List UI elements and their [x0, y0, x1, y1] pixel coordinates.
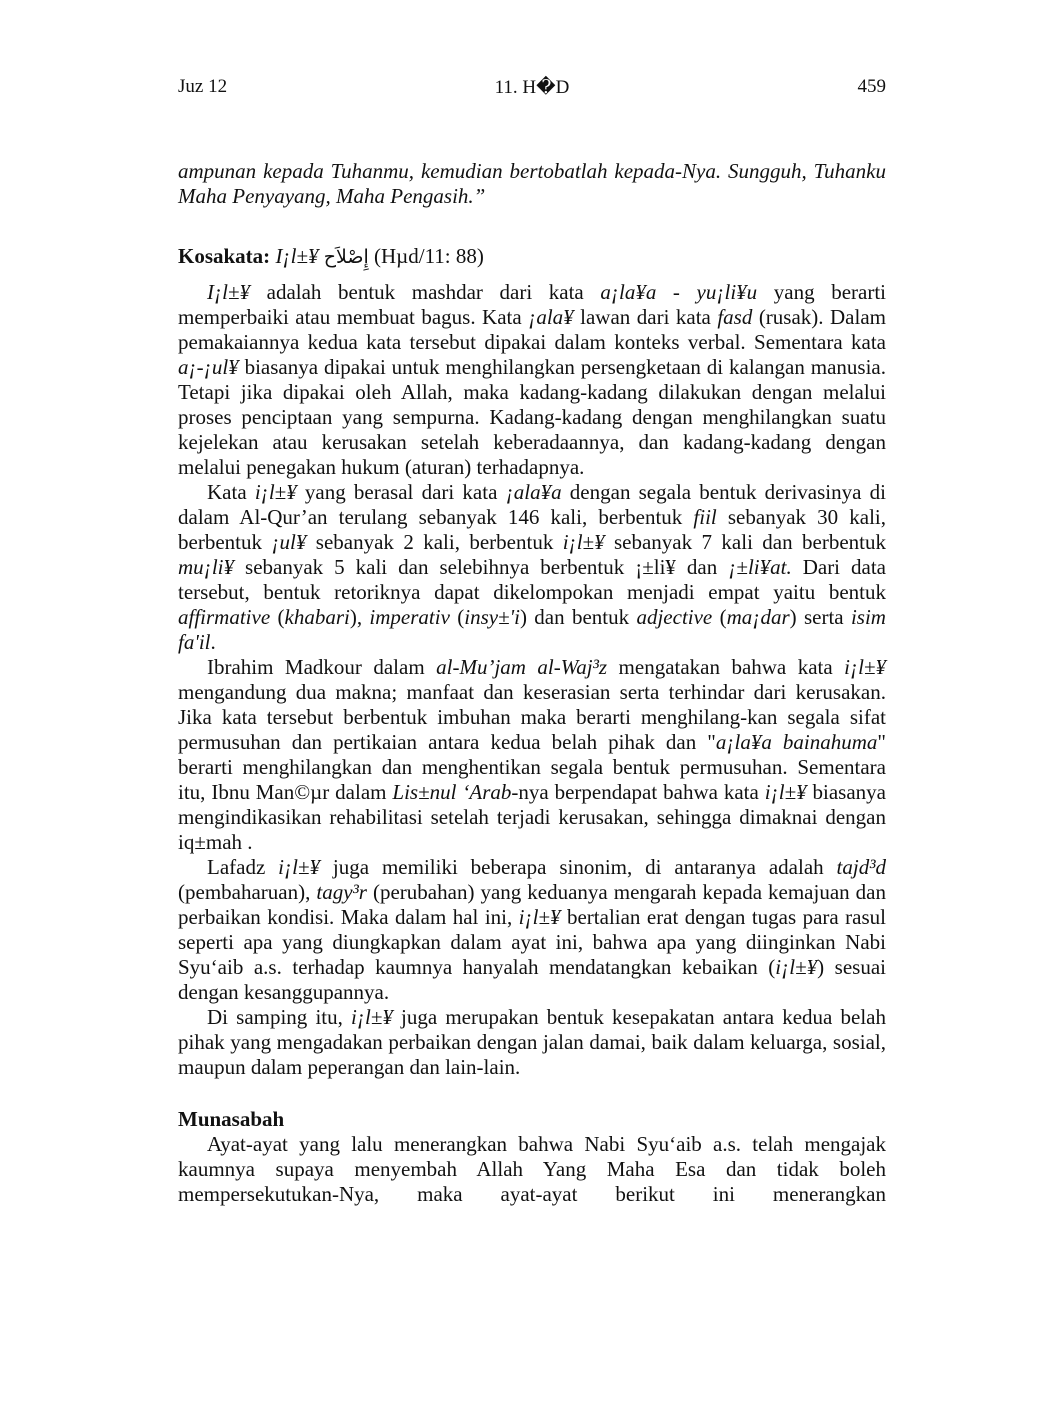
- page-body: [178, 159, 886, 1207]
- section-heading-munasabah: Munasabah: [178, 1107, 285, 1131]
- kosakata-ref: (Hµd/11: 88): [373, 244, 484, 268]
- kosakata-term: I¡l±¥: [275, 244, 319, 268]
- kosakata-label: Kosakata:: [178, 244, 271, 268]
- paragraph-1: I¡l±¥ adalah bentuk mashdar dari kata a¡la¥a - yu¡li¥u yang berarti memperbaiki atau membuat bagus. Kata ¡ala¥ lawan dari kata fasd (rusak). Dalam pemakaiannya kedua kata tersebut dipakai dalam konteks verbal. Sementara kata a¡-¡ul¥ biasanya dipakai untuk menghilangkan persengketaan di kalangan manusia. Tetapi jika dipakai oleh Allah, maka kadang-kadang dilakukan dengan melalui proses penciptaan yang sempurna. Kadang-kadang dengan menghilangkan suatu kejelekan atau kerusakan setelah keberadaannya, dan kadang-kadang dengan melalui penegakan hukum (aturan) terhadapnya.: [178, 280, 886, 479]
- kosakata-arabic: إِصْلاَح: [323, 246, 369, 268]
- paragraph-3: Ibrahim Madkour dalam al-Mu’jam al-Waj³z mengatakan bahwa kata i¡l±¥ mengandung dua makna; manfaat dan keserasian serta terhindar dari kerusakan. Jika kata tersebut berbentuk imbuhan maka berarti menghilang-kan segala sifat permusuhan dan pertikaian antara kedua belah pihak dan "a¡la¥a bainahuma" berarti menghilangkan dan menghentikan segala bentuk permusuhan. Sementara itu, Ibnu Man©µr dalam Lis±nul ‘Arab-nya berpendapat bahwa kata i¡l±¥ biasanya mengindikasikan rehabilitasi setelah terjadi kerusakan, sehingga dimaknai dengan iq±mah .: [178, 655, 886, 854]
- header-juz: Juz 12: [178, 76, 228, 97]
- kosakata-line: [178, 244, 886, 270]
- munasabah-paragraph: Ayat-ayat yang lalu menerangkan bahwa Nabi Syu‘aib a.s. telah mengajak kaumnya supaya menyembah Allah Yang Maha Esa dan tidak boleh mempersekutukan-Nya, maka ayat-ayat berikut ini menerangkan: [178, 1132, 886, 1206]
- paragraph-4: Lafadz i¡l±¥ juga memiliki beberapa sinonim, di antaranya adalah tajd³d (pembaharuan), tagy³r (perubahan) yang keduanya mengarah kepada kemajuan dan perbaikan kondisi. Maka dalam hal ini, i¡l±¥ bertalian erat dengan tugas para rasul seperti apa yang diungkapkan dalam ayat ini, bahwa apa yang diinginkan Nabi Syu‘aib a.s. terhadap kaumnya hanyalah mendatangkan kebaikan (i¡l±¥) sesuai dengan kesanggupannya.: [178, 855, 886, 1004]
- header-page-number: 459: [857, 76, 886, 97]
- running-header: [178, 76, 886, 100]
- paragraph-5: Di samping itu, i¡l±¥ juga merupakan bentuk kesepakatan antara kedua belah pihak yang mengadakan perbaikan dengan jalan damai, baik dalam keluarga, sosial, maupun dalam peperangan dan lain-lain.: [178, 1005, 886, 1079]
- header-surah: 11. H�D: [494, 77, 570, 98]
- verse-translation: ampunan kepada Tuhanmu, kemudian bertobatlah kepada-Nya. Sungguh, Tuhanku Maha Penyayang, Maha Pengasih.”: [178, 159, 886, 208]
- paragraph-2: Kata i¡l±¥ yang berasal dari kata ¡ala¥a dengan segala bentuk derivasinya di dalam Al-Qur’an terulang sebanyak 146 kali, berbentuk fiil sebanyak 30 kali, berbentuk ¡ul¥ sebanyak 2 kali, berbentuk i¡l±¥ sebanyak 7 kali dan berbentuk mu¡li¥ sebanyak 5 kali dan selebihnya berbentuk ¡±li¥ dan ¡±li¥at. Dari data tersebut, bentuk retoriknya dapat dikelompokan menjadi empat yaitu bentuk affirmative (khabari), imperativ (insy±'i) dan bentuk adjective (ma¡dar) serta isim fa'il.: [178, 480, 887, 654]
